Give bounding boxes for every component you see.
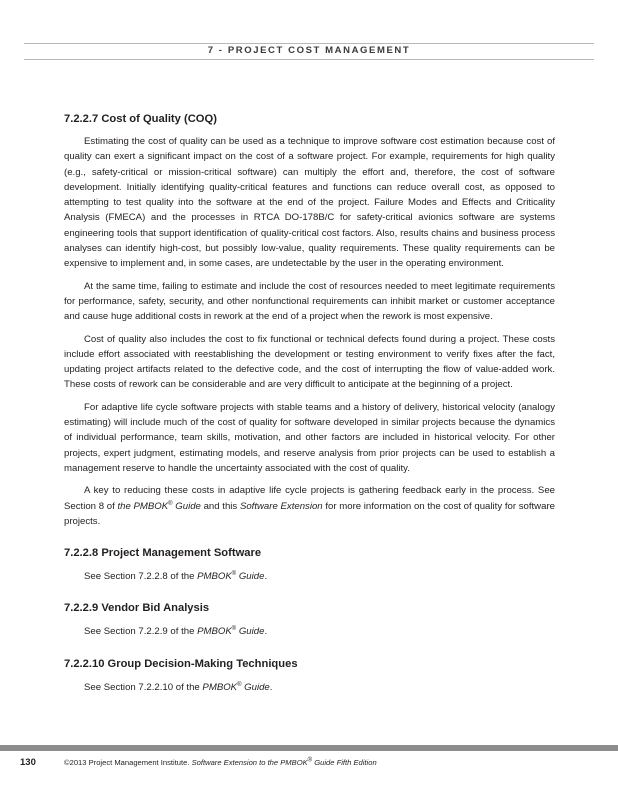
vba-reference bbox=[64, 624, 555, 639]
registered-mark: ® bbox=[237, 681, 242, 688]
pms-period: . bbox=[264, 571, 268, 583]
coq-p5-mid: and this bbox=[200, 500, 240, 512]
vba-period: . bbox=[264, 626, 268, 638]
pms-guide-tail: Guide bbox=[236, 571, 265, 583]
gdm-guide-tail: Guide bbox=[241, 681, 270, 693]
coq-paragraph-5 bbox=[64, 483, 555, 529]
header-divider-bottom bbox=[24, 59, 594, 60]
footer-bar bbox=[0, 745, 618, 751]
copyright-line bbox=[64, 758, 377, 767]
section-heading-pms: 7.2.2.8 Project Management Software bbox=[64, 547, 262, 560]
registered-mark: ® bbox=[231, 626, 237, 633]
registered-mark: ® bbox=[168, 500, 173, 507]
gdm-reference bbox=[64, 680, 555, 695]
pms-reference bbox=[64, 569, 555, 584]
gdm-period: . bbox=[269, 681, 273, 693]
section-heading-gdm: 7.2.2.10 Group Decision-Making Techniques bbox=[64, 657, 298, 670]
coq-p5-lead: A key to reducing these costs in adaptive life cycle projects is gathering feedback early in the process. See Section 8 of bbox=[64, 485, 555, 512]
coq-p5-guide-tail: Guide bbox=[172, 500, 201, 512]
chapter-header: 7 - PROJECT COST MANAGEMENT bbox=[207, 45, 411, 56]
page-footer bbox=[0, 757, 618, 773]
copyright-title: Software Extension to the PMBOK bbox=[191, 758, 308, 767]
registered-mark: ® bbox=[307, 757, 313, 764]
vba-guide-tail: Guide bbox=[236, 626, 265, 638]
section-vba bbox=[64, 601, 555, 639]
coq-paragraph-4: For adaptive life cycle software projects with stable teams and a history of delivery, historical velocity (analogy estimating) will include much of the cost of quality for software developed in similar projects because the dynamics of individual performance, team skills, motivation, and other factors are included in historical velocity. For other projects, expert judgment, estimating models, and reserve analysis from prior projects can be used to establish a management reserve to handle the uncertainty associated with the cost of quality. bbox=[64, 401, 555, 474]
page-number: 130 bbox=[20, 757, 36, 768]
registered-mark: ® bbox=[231, 570, 237, 577]
coq-p5-guide: the PMBOK bbox=[117, 500, 169, 512]
section-heading-coq: 7.2.2.7 Cost of Quality (COQ) bbox=[64, 113, 217, 125]
coq-paragraph-2: At the same time, failing to estimate and include the cost of resources needed to meet legitimate requirements for performance, safety, security, and other nonfunctional requirements can inhibit market or customer acceptance and cause huge additional costs in rework at the end of a project when the rework is most expensive. bbox=[64, 280, 555, 323]
copyright-lead: ©2013 Project Management Institute. bbox=[64, 758, 192, 767]
gdm-see-text: See Section 7.2.2.10 of the bbox=[84, 681, 203, 693]
coq-p5-tail: for more information on the cost of quality for software projects. bbox=[64, 500, 555, 527]
vba-see-text: See Section 7.2.2.9 of the bbox=[84, 626, 198, 638]
vba-guide-title: PMBOK bbox=[197, 626, 232, 638]
header-divider-top bbox=[24, 43, 594, 44]
coq-p5-extension: Software Extension bbox=[239, 500, 323, 512]
pms-see-text: See Section 7.2.2.8 of the bbox=[84, 571, 198, 583]
gdm-guide-title: PMBOK bbox=[202, 681, 238, 693]
section-pms bbox=[64, 546, 555, 584]
pms-guide-title: PMBOK bbox=[197, 571, 232, 583]
page-body bbox=[64, 112, 555, 695]
section-heading-vba: 7.2.2.9 Vendor Bid Analysis bbox=[64, 602, 210, 615]
coq-paragraph-1: Estimating the cost of quality can be used as a technique to improve software cost estimation because cost of quality can exert a significant impact on the cost of a software project. For example, requirements for high quality (e.g., safety-critical or mission-critical software) can multiply the effort and, therefore, the cost of software development. Initially identifying quality-critical features and functions can reduce overall cost, as opposed to attempting to test quality into the software at the end of the project. Failure Modes and Effects and Criticality Analysis (FMECA) and the processes in RTCA DO-178B/C for safety-critical avionics software are systems engineering tools that support identification of quality-critical cost factors. Also, results chains and business process analyses can identify high-cost, but possibly low-value, quality requirements. These quality requirements can be expensive to implement and, in some cases, are undetectable by the user in the operating environment. bbox=[64, 136, 555, 270]
section-gdm bbox=[64, 657, 555, 695]
coq-paragraph-3: Cost of quality also includes the cost to fix functional or technical defects found during a project. These costs include effort associated with reestablishing the development or testing environment to verify fixes after the fact, updating project artifacts related to the defective code, and the cost of interrupting the flow of value-added work. These costs of rework can be considerable and are very difficult to anticipate at the beginning of a project. bbox=[64, 333, 555, 391]
copyright-tail: Guide Fifth Edition bbox=[312, 758, 377, 767]
